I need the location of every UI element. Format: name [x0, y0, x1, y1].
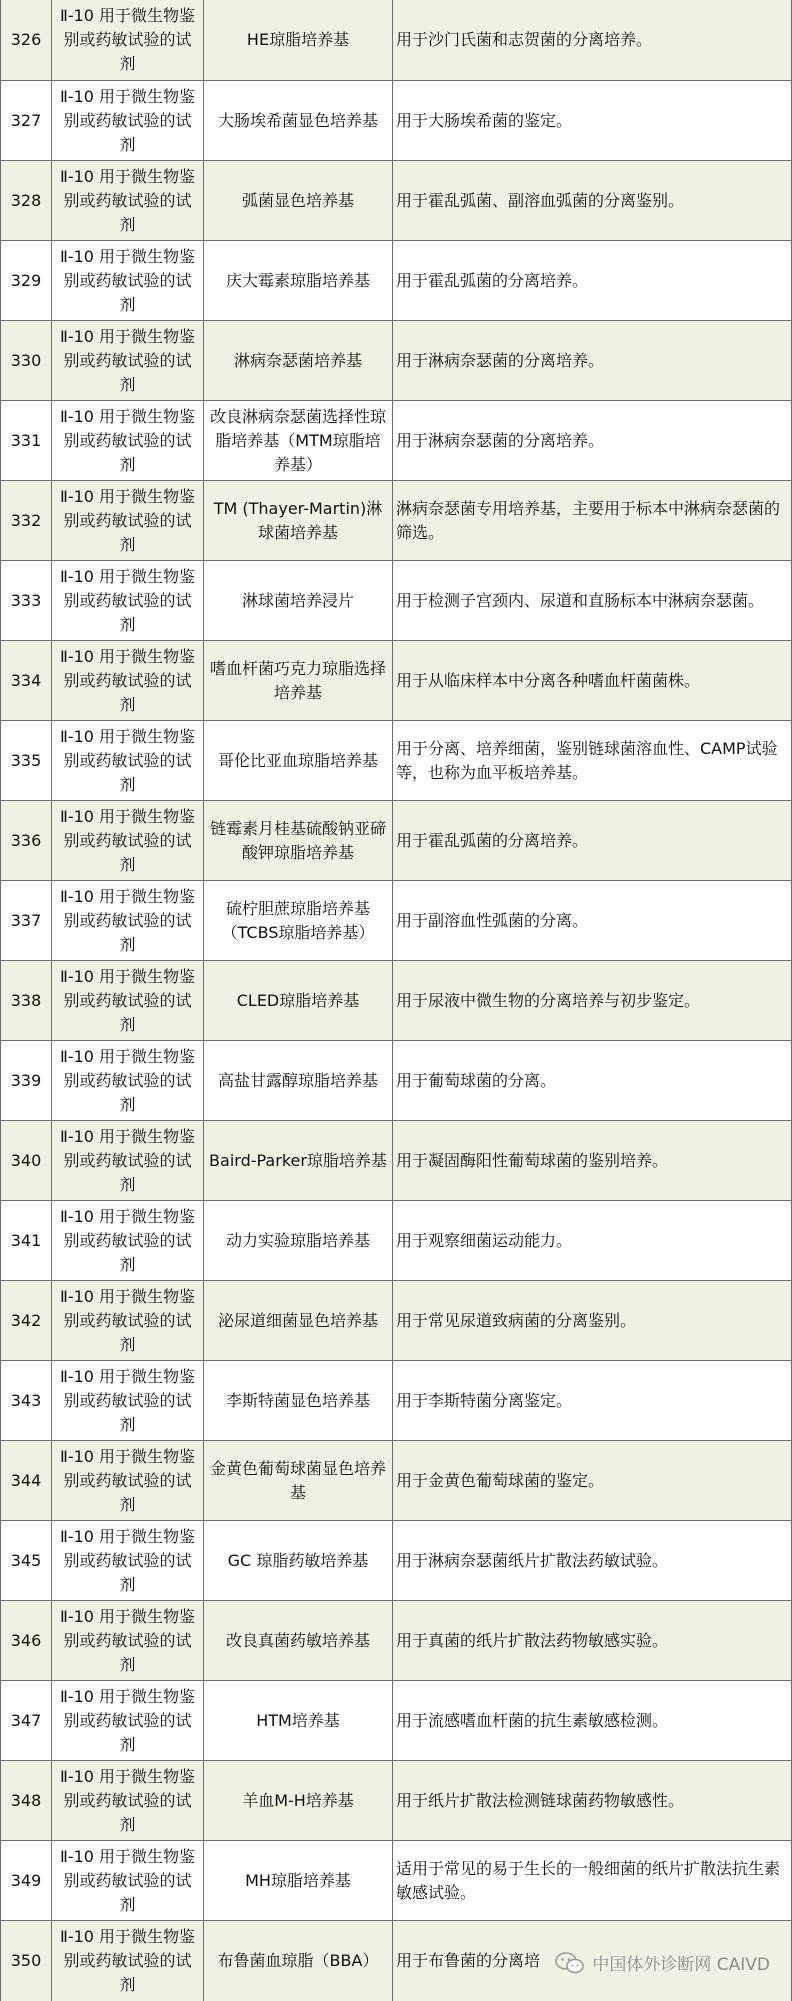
product-name-cell-text: GC 琼脂药敏培养基 — [227, 1550, 369, 1570]
product-name-cell — [204, 881, 393, 960]
row-number — [1, 881, 52, 960]
intended-use-cell-text: 用于淋病奈瑟菌的分离培养。 — [396, 350, 605, 370]
intended-use-cell — [393, 241, 791, 320]
row-number — [1, 1841, 52, 1920]
intended-use-cell-text: 用于淋病奈瑟菌纸片扩散法药敏试验。 — [396, 1550, 669, 1570]
row-number — [1, 81, 52, 160]
row-number — [1, 1361, 52, 1440]
table-row — [1, 1520, 791, 1600]
product-name-cell — [204, 481, 393, 560]
category-cell-text: Ⅱ-10 用于微生物鉴别或药敏试验的试剂 — [59, 1126, 196, 1194]
product-name-cell-text: 泌尿道细菌显色培养基 — [217, 1310, 378, 1330]
table-row — [1, 560, 791, 640]
row-number — [1, 1601, 52, 1680]
intended-use-cell — [393, 1441, 791, 1520]
product-name-cell-text: TM (Thayer-Martin)淋球菌培养基 — [213, 498, 383, 542]
product-name-cell — [204, 81, 393, 160]
row-number — [1, 641, 52, 720]
row-number — [1, 1041, 52, 1120]
category-cell — [52, 241, 204, 320]
intended-use-cell-text: 用于从临床样本中分离各种嗜血杆菌菌株。 — [396, 670, 701, 690]
product-name-cell-text: 动力实验琼脂培养基 — [225, 1230, 370, 1250]
category-cell — [52, 1601, 204, 1680]
category-cell — [52, 1201, 204, 1280]
row-number — [1, 1681, 52, 1760]
row-number-text: 331 — [10, 430, 42, 450]
intended-use-cell — [393, 641, 791, 720]
category-cell-text: Ⅱ-10 用于微生物鉴别或药敏试验的试剂 — [59, 1686, 196, 1754]
product-name-cell — [204, 1201, 393, 1280]
intended-use-cell-text: 用于尿液中微生物的分离培养与初步鉴定。 — [396, 990, 701, 1010]
intended-use-cell — [393, 161, 791, 240]
category-cell — [52, 801, 204, 880]
table-row — [1, 160, 791, 240]
category-cell-text: Ⅱ-10 用于微生物鉴别或药敏试验的试剂 — [59, 966, 196, 1034]
table-row — [1, 1840, 791, 1920]
category-cell — [52, 1281, 204, 1360]
product-name-cell — [204, 721, 393, 800]
product-name-cell — [204, 1681, 393, 1760]
row-number-text: 326 — [10, 30, 42, 49]
row-number-text: 329 — [10, 270, 42, 290]
intended-use-cell — [393, 961, 791, 1040]
intended-use-cell — [393, 1521, 791, 1600]
intended-use-cell-text: 用于观察细菌运动能力。 — [396, 1230, 573, 1250]
category-cell — [52, 1841, 204, 1920]
table-row — [1, 400, 791, 480]
intended-use-cell — [393, 481, 791, 560]
product-name-cell — [204, 0, 393, 80]
product-name-cell-text: 硫柠胆蔗琼脂培养基（TCBS琼脂培养基） — [221, 898, 375, 942]
product-name-cell — [204, 1121, 393, 1200]
row-number-text: 330 — [10, 350, 42, 370]
intended-use-cell-text: 用于霍乱弧菌的分离培养。 — [396, 830, 589, 850]
table-row — [1, 320, 791, 400]
table-row — [1, 640, 791, 720]
product-name-cell-text: HTM培养基 — [256, 1710, 340, 1730]
product-name-cell — [204, 321, 393, 400]
intended-use-cell — [393, 1361, 791, 1440]
intended-use-cell-text: 用于霍乱弧菌、副溶血弧菌的分离鉴别。 — [396, 190, 685, 210]
row-number-text: 333 — [10, 590, 42, 610]
intended-use-cell-text: 用于分离、培养细菌，鉴别链球菌溶血性、CAMP试验等，也称为血平板培养基。 — [396, 738, 778, 782]
row-number-text: 343 — [10, 1390, 42, 1410]
row-number-text: 341 — [10, 1230, 42, 1250]
intended-use-cell-text: 用于大肠埃希菌的鉴定。 — [396, 110, 573, 130]
category-cell — [52, 1361, 204, 1440]
row-number — [1, 1121, 52, 1200]
intended-use-cell-text: 用于流感嗜血杆菌的抗生素敏感检测。 — [396, 1710, 669, 1730]
product-name-cell — [204, 1441, 393, 1520]
category-cell — [52, 1521, 204, 1600]
table-row — [1, 1680, 791, 1760]
table-row — [1, 800, 791, 880]
table-row — [1, 240, 791, 320]
intended-use-cell-text: 用于检测子宫颈内、尿道和直肠标本中淋病奈瑟菌。 — [396, 590, 765, 610]
product-name-cell — [204, 1921, 393, 2001]
product-name-cell-text: 大肠埃希菌显色培养基 — [217, 110, 378, 130]
product-name-cell-text: MH琼脂培养基 — [245, 1870, 351, 1890]
category-cell-text: Ⅱ-10 用于微生物鉴别或药敏试验的试剂 — [59, 166, 196, 234]
row-number — [1, 1921, 52, 2001]
category-cell — [52, 1041, 204, 1120]
intended-use-cell — [393, 321, 791, 400]
intended-use-cell — [393, 1041, 791, 1120]
category-cell — [52, 1681, 204, 1760]
category-cell-text: Ⅱ-10 用于微生物鉴别或药敏试验的试剂 — [59, 86, 196, 154]
row-number — [1, 401, 52, 480]
product-name-cell-text: 庆大霉素琼脂培养基 — [225, 270, 370, 290]
table-row — [1, 1040, 791, 1120]
category-cell-text: Ⅱ-10 用于微生物鉴别或药敏试验的试剂 — [59, 1766, 196, 1834]
intended-use-cell — [393, 1761, 791, 1840]
product-name-cell-text: CLED琼脂培养基 — [236, 990, 360, 1010]
row-number — [1, 721, 52, 800]
product-name-cell-text: HE琼脂培养基 — [246, 30, 350, 49]
product-name-cell-text: Baird-Parker琼脂培养基 — [209, 1150, 387, 1170]
intended-use-cell-text: 适用于常见的易于生长的一般细菌的纸片扩散法抗生素敏感试验。 — [396, 1858, 781, 1902]
table-row — [1, 960, 791, 1040]
intended-use-cell — [393, 0, 791, 80]
product-name-cell — [204, 1521, 393, 1600]
table-row — [1, 1280, 791, 1360]
category-cell-text: Ⅱ-10 用于微生物鉴别或药敏试验的试剂 — [59, 726, 196, 794]
category-cell — [52, 0, 204, 80]
category-cell — [52, 81, 204, 160]
product-name-cell-text: 嗜血杆菌巧克力琼脂选择培养基 — [209, 658, 386, 702]
row-number — [1, 1521, 52, 1600]
intended-use-cell — [393, 1841, 791, 1920]
category-cell — [52, 1121, 204, 1200]
row-number — [1, 1201, 52, 1280]
intended-use-cell-text: 淋病奈瑟菌专用培养基，主要用于标本中淋病奈瑟菌的筛选。 — [396, 498, 781, 542]
intended-use-cell — [393, 881, 791, 960]
row-number — [1, 0, 52, 80]
row-number-text: 350 — [10, 1951, 42, 1970]
intended-use-cell — [393, 1281, 791, 1360]
table-row — [1, 1440, 791, 1520]
row-number-text: 342 — [10, 1310, 42, 1330]
product-name-cell — [204, 961, 393, 1040]
watermark — [554, 1950, 770, 1975]
intended-use-cell — [393, 1601, 791, 1680]
category-cell-text: Ⅱ-10 用于微生物鉴别或药敏试验的试剂 — [59, 406, 196, 474]
category-cell-text: Ⅱ-10 用于微生物鉴别或药敏试验的试剂 — [59, 1046, 196, 1114]
table-row — [1, 1600, 791, 1680]
category-cell-text: Ⅱ-10 用于微生物鉴别或药敏试验的试剂 — [59, 1526, 196, 1594]
row-number-text: 327 — [10, 110, 42, 130]
category-cell — [52, 1761, 204, 1840]
category-cell-text: Ⅱ-10 用于微生物鉴别或药敏试验的试剂 — [59, 566, 196, 634]
table-row — [1, 1120, 791, 1200]
product-name-cell-text: 链霉素月桂基硫酸钠亚碲酸钾琼脂培养基 — [209, 818, 386, 862]
intended-use-cell-text: 用于副溶血性弧菌的分离。 — [396, 910, 589, 930]
product-name-cell — [204, 641, 393, 720]
product-name-cell-text: 哥伦比亚血琼脂培养基 — [217, 750, 378, 770]
product-name-cell — [204, 1361, 393, 1440]
intended-use-cell-text: 用于真菌的纸片扩散法药物敏感实验。 — [396, 1630, 669, 1650]
product-name-cell — [204, 241, 393, 320]
row-number — [1, 801, 52, 880]
table-row — [1, 1200, 791, 1280]
intended-use-cell-text: 用于淋病奈瑟菌的分离培养。 — [396, 430, 605, 450]
category-cell — [52, 721, 204, 800]
intended-use-cell — [393, 81, 791, 160]
intended-use-cell-text: 用于霍乱弧菌的分离培养。 — [396, 270, 589, 290]
category-cell-text: Ⅱ-10 用于微生物鉴别或药敏试验的试剂 — [59, 6, 196, 73]
intended-use-cell — [393, 1121, 791, 1200]
category-cell — [52, 1441, 204, 1520]
table-row — [1, 80, 791, 160]
row-number — [1, 241, 52, 320]
row-number-text: 335 — [10, 750, 42, 770]
product-name-cell — [204, 801, 393, 880]
intended-use-cell-text: 用于常见尿道致病菌的分离鉴别。 — [396, 1310, 637, 1330]
category-cell-text: Ⅱ-10 用于微生物鉴别或药敏试验的试剂 — [59, 1927, 196, 1994]
category-cell-text: Ⅱ-10 用于微生物鉴别或药敏试验的试剂 — [59, 806, 196, 874]
category-cell — [52, 641, 204, 720]
category-cell-text: Ⅱ-10 用于微生物鉴别或药敏试验的试剂 — [59, 246, 196, 314]
table-row — [1, 720, 791, 800]
row-number — [1, 321, 52, 400]
product-name-cell — [204, 1041, 393, 1120]
intended-use-cell — [393, 721, 791, 800]
row-number-text: 336 — [10, 830, 42, 850]
category-cell-text: Ⅱ-10 用于微生物鉴别或药敏试验的试剂 — [59, 1286, 196, 1354]
product-name-cell-text: 弧菌显色培养基 — [241, 190, 354, 210]
row-number-text: 338 — [10, 990, 42, 1010]
intended-use-cell-text: 用于李斯特菌分离鉴定。 — [396, 1390, 573, 1410]
intended-use-cell — [393, 801, 791, 880]
row-number-text: 347 — [10, 1710, 42, 1730]
category-cell — [52, 961, 204, 1040]
intended-use-cell-text: 用于布鲁菌的分离培 — [396, 1951, 541, 1970]
table-row — [1, 0, 791, 80]
intended-use-cell-text: 用于葡萄球菌的分离。 — [396, 1070, 557, 1090]
intended-use-cell-text: 用于纸片扩散法检测链球菌药物敏感性。 — [396, 1790, 685, 1810]
intended-use-cell — [393, 1201, 791, 1280]
category-cell-text: Ⅱ-10 用于微生物鉴别或药敏试验的试剂 — [59, 1606, 196, 1674]
row-number — [1, 481, 52, 560]
row-number-text: 344 — [10, 1470, 42, 1490]
table-row — [1, 1760, 791, 1840]
row-number-text: 345 — [10, 1550, 42, 1570]
category-cell-text: Ⅱ-10 用于微生物鉴别或药敏试验的试剂 — [59, 326, 196, 394]
table-row — [1, 480, 791, 560]
category-cell-text: Ⅱ-10 用于微生物鉴别或药敏试验的试剂 — [59, 1206, 196, 1274]
product-name-cell — [204, 561, 393, 640]
product-name-cell-text: 高盐甘露醇琼脂培养基 — [217, 1070, 378, 1090]
product-name-cell-text: 改良真菌药敏培养基 — [225, 1630, 370, 1650]
product-name-cell-text: 淋病奈瑟菌培养基 — [233, 350, 362, 370]
row-number — [1, 1761, 52, 1840]
table-row — [1, 880, 791, 960]
category-cell — [52, 401, 204, 480]
row-number — [1, 161, 52, 240]
row-number-text: 328 — [10, 190, 42, 210]
product-name-cell-text: 金黄色葡萄球菌显色培养基 — [209, 1458, 386, 1502]
product-name-cell — [204, 1761, 393, 1840]
row-number-text: 337 — [10, 910, 42, 930]
category-cell-text: Ⅱ-10 用于微生物鉴别或药敏试验的试剂 — [59, 1446, 196, 1514]
category-cell — [52, 321, 204, 400]
table-row — [1, 1360, 791, 1440]
product-name-cell — [204, 1841, 393, 1920]
product-name-cell — [204, 401, 393, 480]
row-number-text: 346 — [10, 1630, 42, 1650]
row-number-text: 348 — [10, 1790, 42, 1810]
watermark-text: 中国体外诊断网 CAIVD — [592, 1955, 770, 1975]
row-number — [1, 961, 52, 1040]
category-cell-text: Ⅱ-10 用于微生物鉴别或药敏试验的试剂 — [59, 886, 196, 954]
product-name-cell-text: 李斯特菌显色培养基 — [225, 1390, 370, 1410]
category-cell — [52, 561, 204, 640]
product-name-cell — [204, 161, 393, 240]
intended-use-cell-text: 用于沙门氏菌和志贺菌的分离培养。 — [396, 30, 653, 49]
product-name-cell — [204, 1281, 393, 1360]
row-number-text: 332 — [10, 510, 42, 530]
row-number — [1, 1281, 52, 1360]
category-cell — [52, 1921, 204, 2001]
product-name-cell-text: 改良淋病奈瑟菌选择性琼脂培养基（MTM琼脂培养基） — [209, 406, 386, 474]
intended-use-cell — [393, 561, 791, 640]
row-number-text: 349 — [10, 1870, 42, 1890]
category-cell — [52, 881, 204, 960]
category-cell — [52, 161, 204, 240]
intended-use-cell-text: 用于金黄色葡萄球菌的鉴定。 — [396, 1470, 605, 1490]
intended-use-cell — [393, 401, 791, 480]
category-cell — [52, 481, 204, 560]
product-name-cell-text: 布鲁菌血琼脂（BBA） — [217, 1951, 379, 1970]
row-number-text: 340 — [10, 1150, 42, 1170]
row-number-text: 334 — [10, 670, 42, 690]
row-number — [1, 1441, 52, 1520]
category-cell-text: Ⅱ-10 用于微生物鉴别或药敏试验的试剂 — [59, 1366, 196, 1434]
row-number — [1, 561, 52, 640]
intended-use-cell-text: 用于凝固酶阳性葡萄球菌的鉴别培养。 — [396, 1150, 669, 1170]
product-name-cell — [204, 1601, 393, 1680]
category-cell-text: Ⅱ-10 用于微生物鉴别或药敏试验的试剂 — [59, 1846, 196, 1914]
product-name-cell-text: 羊血M-H培养基 — [242, 1790, 354, 1810]
row-number-text: 339 — [10, 1070, 42, 1090]
intended-use-cell — [393, 1681, 791, 1760]
product-name-cell-text: 淋球菌培养浸片 — [241, 590, 354, 610]
category-cell-text: Ⅱ-10 用于微生物鉴别或药敏试验的试剂 — [59, 486, 196, 554]
category-cell-text: Ⅱ-10 用于微生物鉴别或药敏试验的试剂 — [59, 646, 196, 714]
wechat-icon — [554, 1951, 586, 1975]
